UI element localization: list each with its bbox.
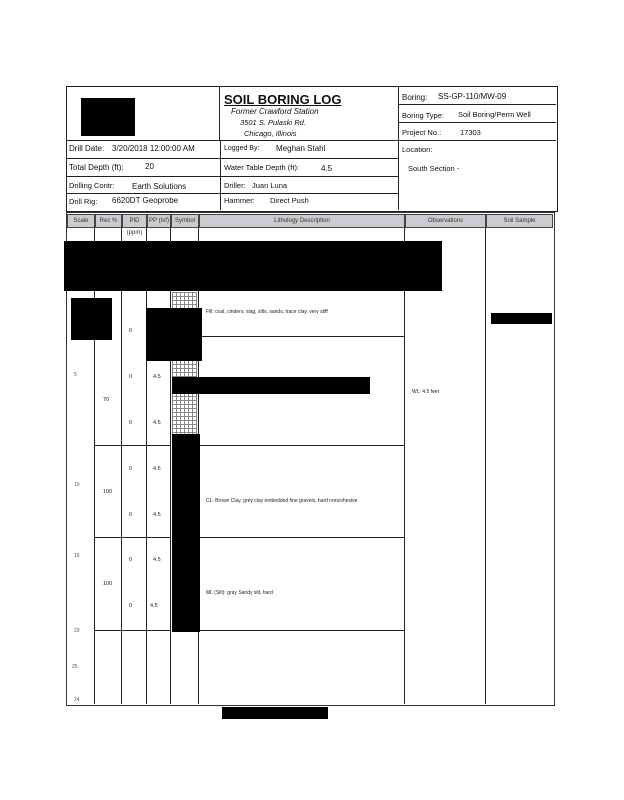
redaction-block — [222, 707, 328, 719]
pp-value: 4.5 — [153, 557, 161, 563]
lithology-description: CL: Brown Clay, grey clay embedded fine gravels, hard noncohesive — [206, 498, 358, 504]
scale-tick: 25 — [72, 664, 78, 670]
redaction-block — [146, 308, 202, 361]
project-value: 17303 — [460, 128, 481, 137]
pid-value: 0 — [129, 466, 133, 472]
observation-text: WL: 4.5 feet — [412, 389, 439, 395]
project-label: Project No.: — [402, 128, 442, 137]
drill-date-label: Drill Date: — [69, 144, 105, 153]
row-line — [199, 537, 404, 538]
rec-value: 100 — [103, 489, 113, 495]
pp-value: 4.5 — [153, 466, 161, 472]
pid-value: 0 — [129, 328, 133, 334]
pp-value: 4.5 — [153, 374, 161, 380]
col-line — [170, 226, 171, 704]
redaction-block — [172, 377, 370, 394]
pid-value: 0 — [129, 374, 133, 380]
redaction-block — [71, 298, 112, 340]
lithology-description: Fill: coal, cinders, slag, silts, sands, trace clay, very stiff — [206, 309, 328, 315]
scale-tick: 24 — [74, 697, 80, 703]
pid-value: 0 — [129, 603, 133, 609]
driller-label: Driller: — [224, 181, 246, 190]
water-table-value: 4.5 — [321, 164, 333, 173]
header-divider — [219, 86, 220, 140]
boring-value: SS-GP-110/MW-09 — [438, 92, 507, 101]
col-line — [146, 226, 147, 704]
rig-label: Drill Rig: — [69, 197, 98, 206]
rig-value: 6620DT Geoprobe — [112, 196, 179, 205]
location-value: South Section - — [408, 164, 460, 173]
total-depth-label: Total Depth (ft): — [69, 163, 124, 172]
total-depth-value: 20 — [145, 162, 154, 171]
header-divider — [220, 140, 221, 210]
row-line — [199, 445, 404, 446]
pid-value: 0 — [129, 557, 133, 563]
header-rule — [66, 158, 398, 159]
lithology-description: ML (Silt): gray Sandy silt, hard — [206, 590, 273, 596]
boring-type-value: Soil Boring/Perm Well — [458, 110, 531, 119]
col-header-lithology: Lithology Description — [199, 214, 405, 228]
scale-tick: 15 — [74, 553, 80, 559]
site-address: 3501 S. Pulaski Rd. — [240, 118, 306, 127]
scale-tick: 5 — [74, 372, 77, 378]
pp-value: 4.5 — [150, 603, 158, 609]
header-rule — [398, 122, 556, 123]
site-name: Former Crawford Station — [231, 107, 319, 116]
page-title: SOIL BORING LOG — [224, 92, 342, 107]
hammer-value: Direct Push — [270, 196, 309, 205]
boring-label: Boring: — [402, 93, 428, 102]
hammer-label: Hammer: — [224, 196, 255, 205]
col-header-symbol: Symbol — [171, 214, 199, 228]
col-header-rec: Rec % — [95, 214, 122, 228]
location-label: Location: — [402, 145, 433, 154]
col-header-pp: PP (tsf) — [147, 214, 171, 228]
site-city: Chicago, Illinois — [244, 129, 297, 138]
redaction-block — [491, 313, 552, 324]
contractor-value: Earth Solutions — [132, 182, 187, 191]
col-line — [485, 226, 486, 704]
col-line — [121, 226, 122, 704]
driller-value: Juan Luna — [252, 181, 288, 190]
interval-line — [95, 537, 171, 538]
scale-tick: 10 — [74, 482, 80, 488]
rec-value: 100 — [103, 581, 113, 587]
redaction-block — [64, 241, 442, 291]
drill-date-value: 3/20/2018 12:00:00 AM — [112, 144, 195, 153]
pid-value: 0 — [129, 420, 133, 426]
col-header-soil-sample: Soil Sample — [486, 214, 553, 228]
interval-line — [95, 630, 171, 631]
col-header-scale: Scale — [67, 214, 95, 228]
header-rule — [398, 104, 556, 105]
water-table-label: Water Table Depth (ft): — [224, 163, 300, 172]
row-line — [199, 630, 404, 631]
boring-type-label: Boring Type: — [402, 111, 444, 120]
col-line — [404, 226, 405, 704]
header-rule — [66, 176, 398, 177]
logo-redaction — [81, 98, 135, 136]
scale-tick: 20 — [74, 628, 80, 634]
header-rule — [66, 140, 556, 141]
header-rule — [66, 193, 398, 194]
pid-value: 0 — [129, 512, 133, 518]
interval-line — [95, 445, 171, 446]
redaction-block — [172, 434, 200, 632]
col-header-pid: PID (ppm) — [122, 214, 147, 228]
rec-value: 70 — [103, 397, 110, 403]
col-header-observations: Observations — [405, 214, 486, 228]
logged-by-value: Meghan Stahl — [276, 144, 326, 153]
logged-by-label: Logged By: — [224, 145, 260, 152]
pp-value: 4.5 — [153, 420, 161, 426]
pp-value: 4.5 — [153, 512, 161, 518]
contractor-label: Drilling Contr: — [69, 181, 115, 190]
row-line — [199, 336, 404, 337]
